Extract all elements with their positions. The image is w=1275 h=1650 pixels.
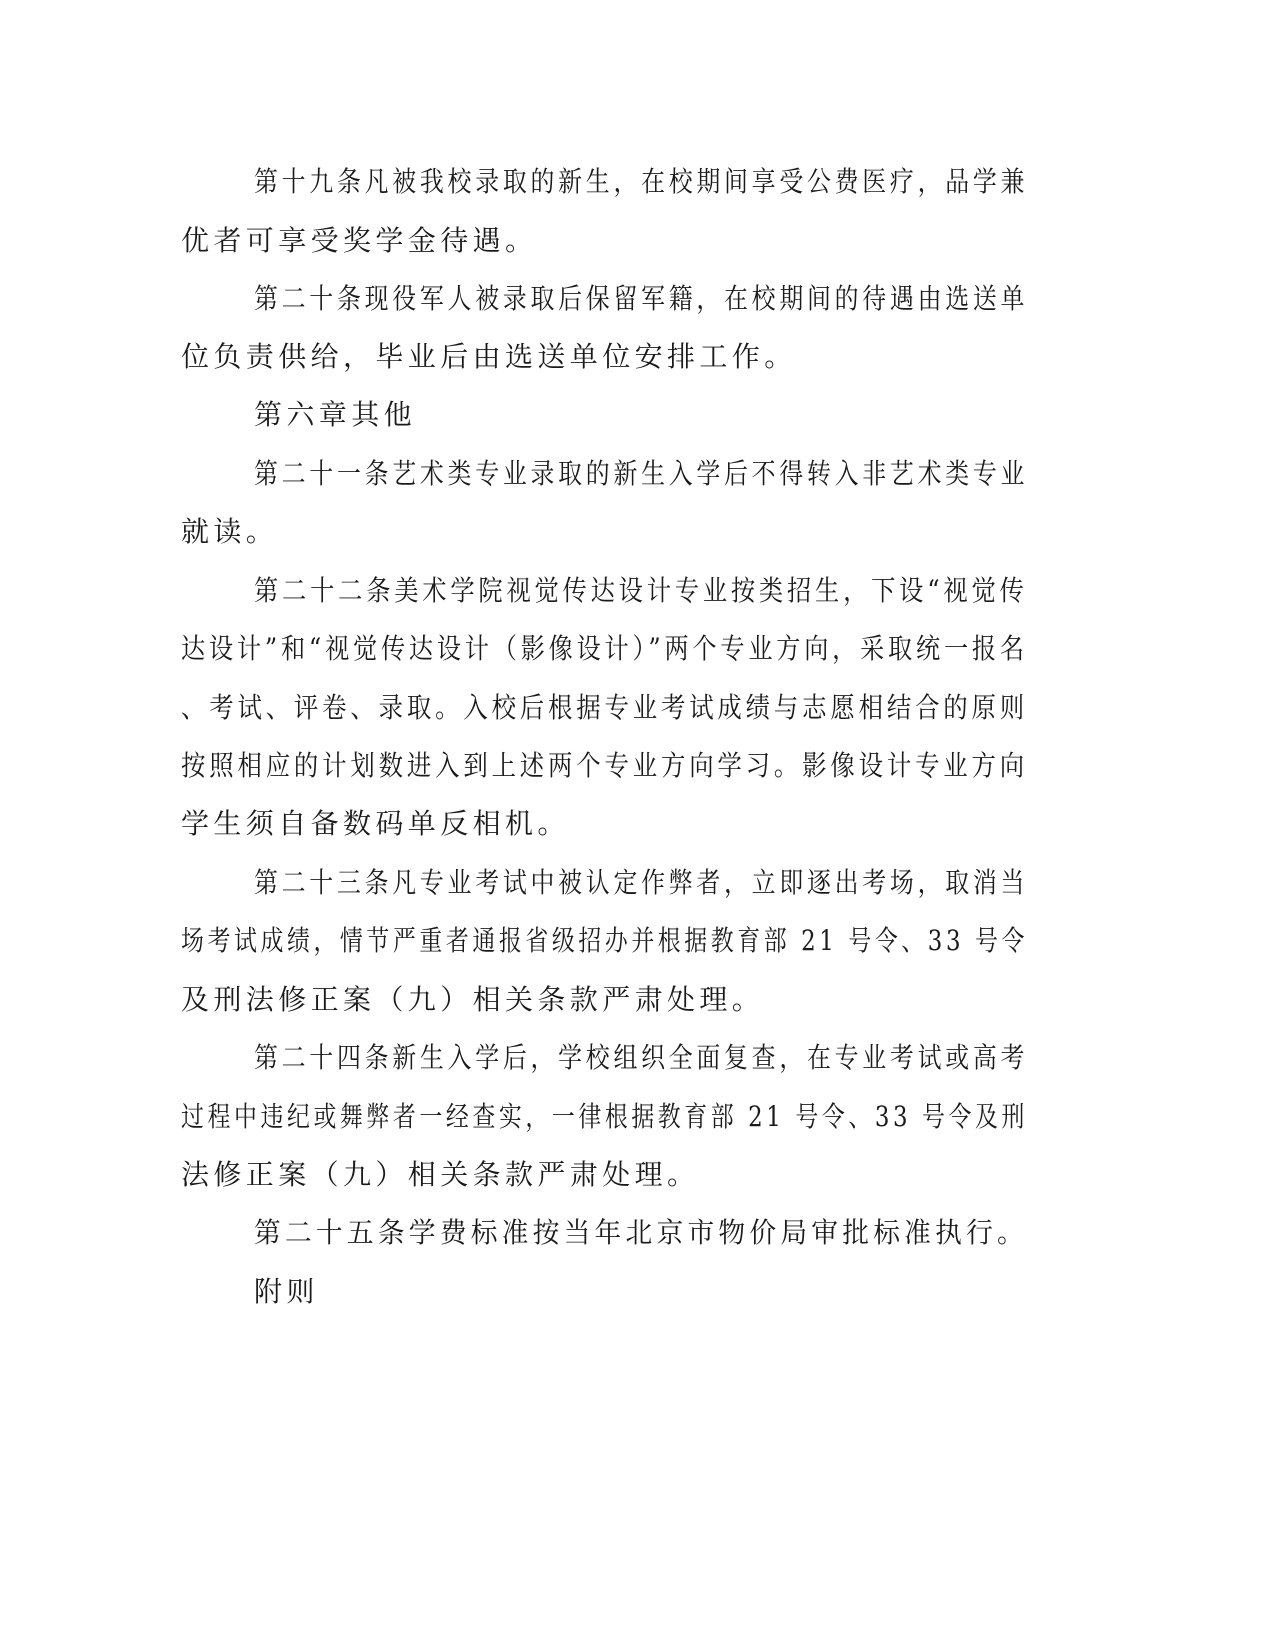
- text-line: 第十九条凡被我校录取的新生，在校期间享受公费医疗，品学兼: [254, 165, 1029, 198]
- text-line: 及刑法修正案（九）相关条款严肃处理。: [181, 983, 765, 1016]
- text-line: 第二十条现役军人被录取后保留军籍，在校期间的待遇由选送单: [254, 282, 1029, 315]
- text-line: 、考试、评卷、录取。入校后根据专业考试成绩与志愿相结合的原则: [181, 691, 1029, 724]
- text-line: 位负责供给，毕业后由选送单位安排工作。: [181, 340, 797, 373]
- text-line: 第二十四条新生入学后，学校组织全面复查，在专业考试或高考: [254, 1041, 1029, 1074]
- article-20-line-2: [0, 337, 1275, 377]
- text-line: 优者可享受奖学金待遇。: [181, 224, 538, 257]
- text-line: 学生须自备数码单反相机。: [181, 807, 570, 840]
- text-line: 就读。: [181, 515, 279, 548]
- article-22-line-3: [0, 688, 1275, 728]
- article-19-line-1: [0, 162, 1275, 202]
- appendix-heading: [0, 1272, 1275, 1312]
- article-24-line-1: [0, 1038, 1275, 1078]
- text-line: 第二十五条学费标准按当年北京市物价局审批标准执行。: [254, 1216, 1029, 1249]
- article-25-line-1: [0, 1213, 1275, 1253]
- text-line: 按照相应的计划数进入到上述两个专业方向学习。影像设计专业方向: [181, 749, 1029, 782]
- article-24-line-3: [0, 1155, 1275, 1195]
- article-23-line-1: [0, 863, 1275, 903]
- article-23-line-3: [0, 980, 1275, 1020]
- chapter-6-heading: [0, 395, 1275, 435]
- article-22-line-2: [0, 629, 1275, 669]
- article-22-line-1: [0, 571, 1275, 611]
- text-line: 第二十三条凡专业考试中被认定作弊者，立即逐出考场，取消当: [254, 866, 1029, 899]
- article-22-line-5: [0, 804, 1275, 844]
- text-line: 达设计”和“视觉传达设计（影像设计）”两个专业方向，采取统一报名: [181, 632, 1028, 665]
- text-line: 场考试成绩，情节严重者通报省级招办并根据教育部 21 号令、33 号令: [181, 924, 1028, 957]
- text-line: 法修正案（九）相关条款严肃处理。: [181, 1158, 700, 1191]
- article-21-line-2: [0, 512, 1275, 552]
- section-heading: 附则: [254, 1275, 319, 1308]
- text-line: 第二十二条美术学院视觉传达设计专业按类招生，下设“视觉传: [254, 574, 1028, 607]
- article-21-line-1: [0, 454, 1275, 494]
- article-20-line-1: [0, 279, 1275, 319]
- article-19-line-2: [0, 221, 1275, 261]
- text-line: 第二十一条艺术类专业录取的新生入学后不得转入非艺术类专业: [254, 457, 1029, 490]
- article-22-line-4: [0, 746, 1275, 786]
- chapter-heading: 第六章其他: [254, 398, 417, 431]
- article-23-line-2: [0, 921, 1275, 961]
- article-24-line-2: [0, 1097, 1275, 1137]
- text-line: 过程中违纪或舞弊者一经查实，一律根据教育部 21 号令、33 号令及刑: [181, 1100, 1028, 1133]
